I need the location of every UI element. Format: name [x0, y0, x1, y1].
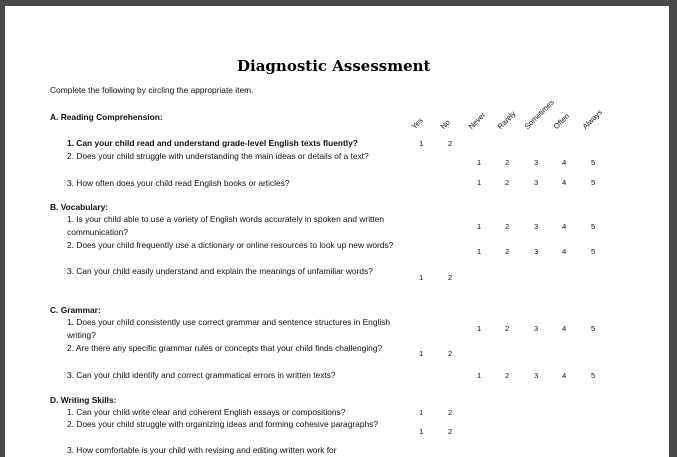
header-rarely: Rarely — [495, 109, 518, 131]
option-4[interactable]: 4 — [562, 222, 567, 231]
option-3[interactable]: 3 — [534, 324, 539, 333]
option-4[interactable]: 4 — [562, 178, 567, 187]
option-5[interactable]: 5 — [591, 222, 596, 231]
option-2[interactable]: 2 — [505, 371, 510, 380]
header-always: Always — [580, 107, 605, 131]
option-yes[interactable]: 1 — [419, 349, 424, 358]
option-yes[interactable]: 1 — [419, 273, 424, 282]
option-3[interactable]: 3 — [534, 158, 539, 167]
option-5[interactable]: 5 — [591, 158, 596, 167]
option-yes[interactable]: 1 — [419, 139, 424, 148]
option-5[interactable]: 5 — [591, 178, 596, 187]
option-3[interactable]: 3 — [534, 371, 539, 380]
document-page — [5, 6, 669, 457]
question-text: 1. Can your child write clear and coherent English essays or compositions? — [67, 407, 346, 417]
question-text: 3. How often does your child read English books or articles? — [67, 178, 290, 188]
option-no[interactable]: 2 — [448, 408, 453, 417]
instructions: Complete the following by circling the appropriate item. — [50, 85, 254, 95]
question-text: 2. Does your child struggle with organizing ideas and forming cohesive paragraphs? — [67, 419, 378, 429]
question-text: 2. Does your child frequently use a dictionary or online resources to look up new words? — [67, 240, 394, 250]
section-heading: B. Vocabulary: — [50, 202, 109, 212]
question-text: 1. Does your child consistently use correct grammar and sentence structures in English writing? — [67, 317, 391, 340]
option-1[interactable]: 1 — [477, 247, 482, 256]
option-3[interactable]: 3 — [534, 178, 539, 187]
question-text: 2. Does your child struggle with understanding the main ideas or details of a text? — [67, 151, 369, 161]
option-5[interactable]: 5 — [591, 247, 596, 256]
option-3[interactable]: 3 — [534, 247, 539, 256]
option-2[interactable]: 2 — [505, 178, 510, 187]
option-3[interactable]: 3 — [534, 222, 539, 231]
header-never: Never — [466, 110, 488, 131]
question-text: 3. Can your child easily understand and explain the meanings of unfamiliar words? — [67, 266, 373, 276]
option-1[interactable]: 1 — [477, 222, 482, 231]
header-sometimes: Sometimes — [522, 97, 556, 131]
option-yes[interactable]: 1 — [419, 427, 424, 436]
option-no[interactable]: 2 — [448, 139, 453, 148]
section-heading: D. Writing Skills: — [50, 395, 117, 405]
question-text: 1. Is your child able to use a variety of English words accurately in spoken and written communication? — [67, 214, 385, 237]
header-often: Often — [551, 111, 572, 131]
question-text: 2. Are there any specific grammar rules or concepts that your child finds challenging? — [67, 343, 383, 353]
option-yes[interactable]: 1 — [419, 408, 424, 417]
option-no[interactable]: 2 — [448, 349, 453, 358]
option-4[interactable]: 4 — [562, 247, 567, 256]
option-2[interactable]: 2 — [505, 324, 510, 333]
header-yes: Yes — [409, 115, 425, 131]
option-1[interactable]: 1 — [477, 324, 482, 333]
header-no: No — [438, 117, 452, 131]
option-2[interactable]: 2 — [505, 247, 510, 256]
question-text: 1. Can your child read and understand grade-level English texts fluently? — [67, 138, 358, 148]
option-no[interactable]: 2 — [448, 273, 453, 282]
page-title: Diagnostic Assessment — [237, 57, 431, 75]
option-4[interactable]: 4 — [562, 371, 567, 380]
option-no[interactable]: 2 — [448, 427, 453, 436]
section-heading: A. Reading Comprehension: — [50, 112, 163, 122]
option-5[interactable]: 5 — [591, 371, 596, 380]
option-5[interactable]: 5 — [591, 324, 596, 333]
question-text: 3. Can your child identify and correct grammatical errors in written texts? — [67, 370, 336, 380]
option-1[interactable]: 1 — [477, 178, 482, 187]
option-4[interactable]: 4 — [562, 324, 567, 333]
option-1[interactable]: 1 — [477, 158, 482, 167]
option-4[interactable]: 4 — [562, 158, 567, 167]
option-2[interactable]: 2 — [505, 222, 510, 231]
section-heading: C. Grammar: — [50, 305, 101, 315]
option-1[interactable]: 1 — [477, 371, 482, 380]
question-text: 3. How comfortable is your child with revising and editing written work for — [67, 445, 337, 455]
option-2[interactable]: 2 — [505, 158, 510, 167]
